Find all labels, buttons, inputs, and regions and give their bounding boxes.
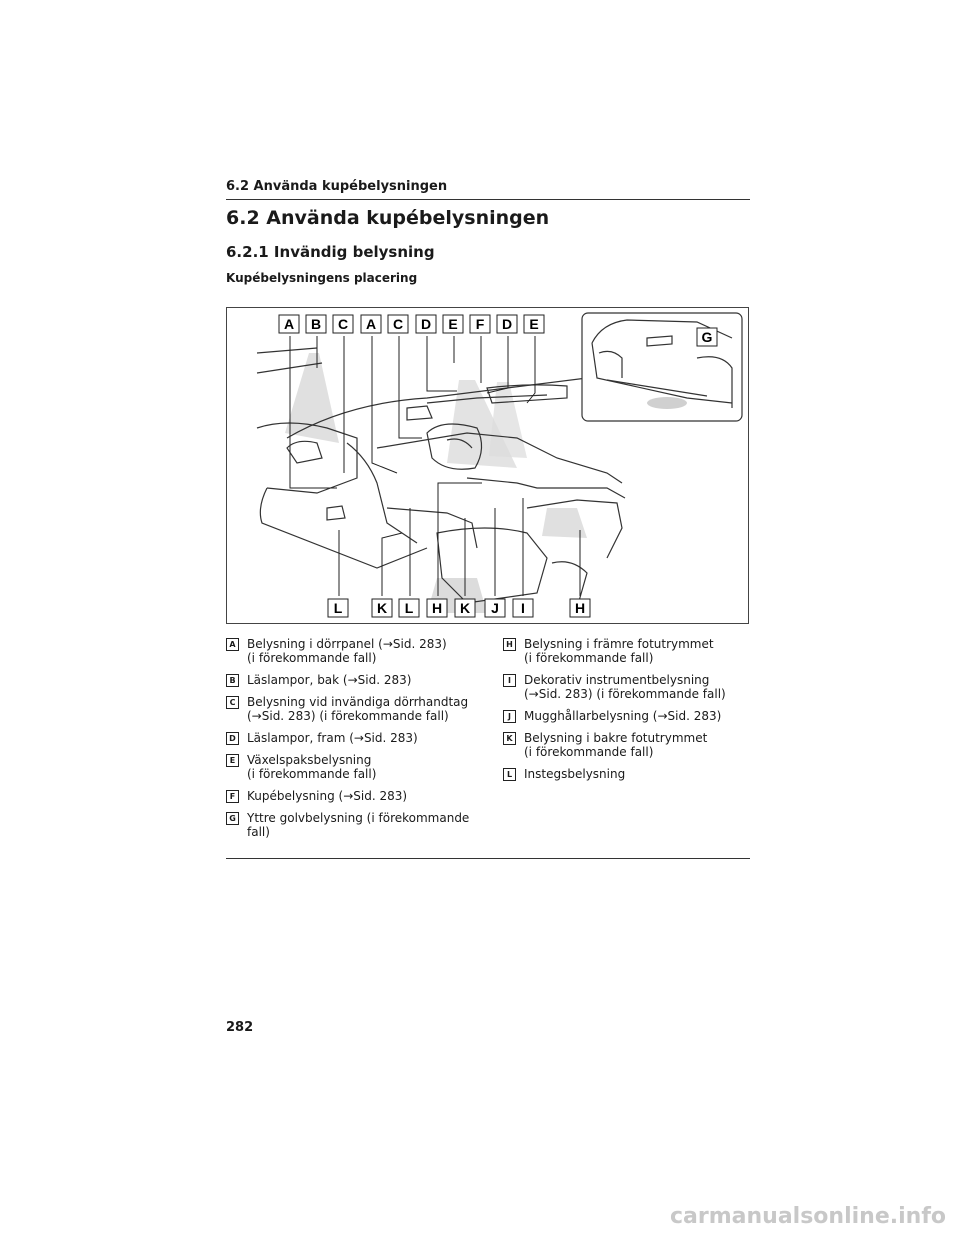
key-letter: B [310, 316, 322, 332]
key-box [497, 315, 517, 333]
header-rule [226, 199, 750, 200]
key-box [697, 328, 717, 346]
legend-text: Läslampor, fram (→Sid. 283) [247, 731, 418, 745]
key-letter: E [448, 316, 458, 332]
legend-key: A [226, 638, 239, 651]
footer-rule [226, 858, 750, 859]
legend-text: Växelspaksbelysning [247, 753, 372, 767]
key-letter: E [529, 316, 539, 332]
key-letter: A [283, 316, 295, 332]
key-box [372, 599, 392, 617]
legend-text: Belysning vid invändiga dörrhandtag [247, 695, 469, 709]
legend-text: Belysning i dörrpanel (→Sid. 283) [247, 637, 447, 651]
key-box [328, 599, 348, 617]
legend-text: Belysning i bakre fotutrymmet [524, 731, 708, 745]
legend-item [226, 673, 476, 687]
legend-item [226, 637, 476, 665]
legend-item [503, 709, 753, 723]
key-box [427, 599, 447, 617]
legend-item [503, 637, 753, 665]
interior-lighting-figure [226, 307, 749, 624]
legend-item [503, 731, 753, 759]
section-label: Kupébelysningens placering [226, 271, 418, 285]
key-box [361, 315, 381, 333]
key-letter: K [376, 600, 388, 616]
legend-text: Instegsbelysning [524, 767, 626, 781]
page-number: 282 [226, 1020, 254, 1035]
legend-key: C [226, 696, 239, 709]
key-box [485, 599, 505, 617]
key-box [306, 315, 326, 333]
key-box [524, 315, 544, 333]
legend-item [226, 695, 476, 723]
legend-text: (→Sid. 283) (i förekommande fall) [524, 687, 726, 701]
sub-heading: 6.2.1 Invändig belysning [226, 243, 435, 261]
key-letter: H [431, 600, 443, 616]
key-letter: D [420, 316, 432, 332]
legend-text: (i förekommande fall) [524, 651, 654, 665]
key-letter: D [501, 316, 513, 332]
key-box [279, 315, 299, 333]
legend-key: E [226, 754, 239, 767]
legend-key: G [226, 812, 239, 825]
legend-key: D [226, 732, 239, 745]
legend-item [226, 789, 476, 803]
key-box [416, 315, 436, 333]
page-heading: 6.2 Använda kupébelysningen [226, 207, 550, 229]
key-letter: L [333, 600, 343, 616]
car-interior-illustration [227, 308, 748, 623]
legend-text: (i förekommande fall) [247, 651, 377, 665]
legend-left-column [226, 637, 476, 847]
legend-text: Mugghållarbelysning (→Sid. 283) [524, 709, 722, 723]
key-box [513, 599, 533, 617]
legend-text: (i förekommande fall) [247, 767, 377, 781]
legend-key: I [503, 674, 516, 687]
legend-key: B [226, 674, 239, 687]
legend-key: H [503, 638, 516, 651]
legend-item [226, 731, 476, 745]
key-box [570, 599, 590, 617]
key-box [388, 315, 408, 333]
legend-key: F [226, 790, 239, 803]
legend-text: Dekorativ instrumentbelysning [524, 673, 710, 687]
legend-right-column [503, 637, 753, 789]
legend-item [503, 767, 753, 781]
legend-item [226, 811, 476, 839]
key-letter: L [404, 600, 414, 616]
legend-text: (→Sid. 283) (i förekommande fall) [247, 709, 449, 723]
key-box [443, 315, 463, 333]
key-letter: C [392, 316, 404, 332]
key-letter: J [491, 600, 499, 616]
legend-text: Läslampor, bak (→Sid. 283) [247, 673, 412, 687]
key-letter: G [701, 329, 713, 345]
legend-text: (i förekommande fall) [524, 745, 654, 759]
legend-key: K [503, 732, 516, 745]
legend-text: Yttre golvbelysning (i förekommande [247, 811, 470, 825]
key-letter: A [365, 316, 377, 332]
legend-item [226, 753, 476, 781]
legend-key: L [503, 768, 516, 781]
key-box [399, 599, 419, 617]
key-letter: I [521, 600, 525, 616]
key-box [470, 315, 490, 333]
bottom-key-labels [328, 599, 590, 617]
key-box [455, 599, 475, 617]
running-head: 6.2 Använda kupébelysningen [226, 179, 448, 194]
legend-text: Belysning i främre fotutrymmet [524, 637, 714, 651]
key-letter: F [475, 316, 485, 332]
key-letter: C [337, 316, 349, 332]
key-letter: H [574, 600, 586, 616]
legend-key: J [503, 710, 516, 723]
key-letter: K [459, 600, 471, 616]
key-box [333, 315, 353, 333]
legend-item [503, 673, 753, 701]
legend-text: fall) [247, 825, 270, 839]
legend-text: Kupébelysning (→Sid. 283) [247, 789, 408, 803]
watermark: carmanualsonline.info [670, 1204, 946, 1229]
